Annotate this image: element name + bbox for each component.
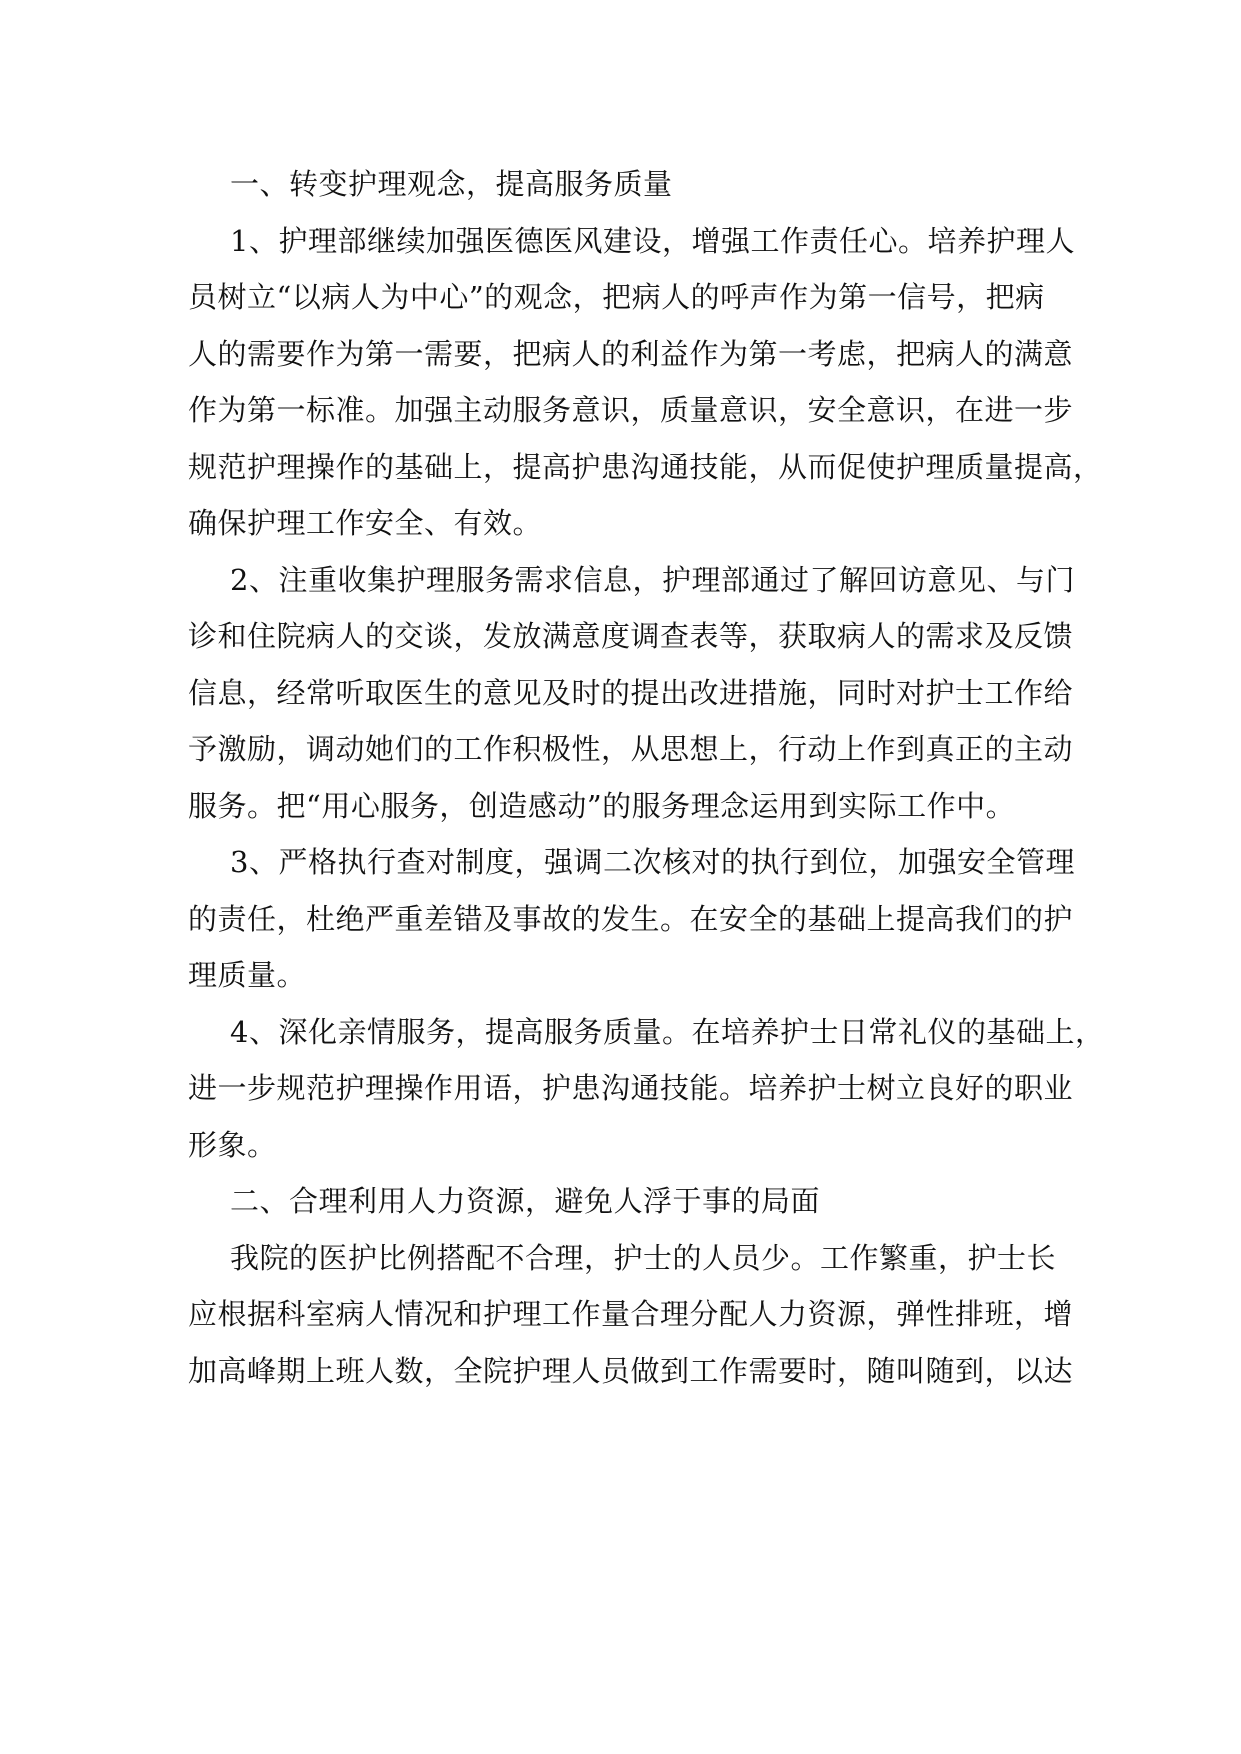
- paragraph-line: 确保护理工作安全、有效。: [188, 506, 543, 540]
- paragraph-line: 2、注重收集护理服务需求信息，护理部通过了解回访意见、与门: [230, 562, 1075, 597]
- paragraph-line: 4、深化亲情服务，提高服务质量。在培养护士日常礼仪的基础上，: [230, 1014, 1105, 1049]
- paragraph-line: 信息，经常听取医生的意见及时的提出改进措施，同时对护士工作给: [188, 675, 1074, 710]
- paragraph-line: 作为第一标准。加强主动服务意识，质量意识，安全意识，在进一步: [188, 393, 1074, 427]
- paragraph-line: 1、护理部继续加强医德医风建设，增强工作责任心。培养护理人: [230, 223, 1075, 258]
- paragraph-line: 员树立“以病人为中心”的观念，把病人的呼声作为第一信号，把病: [188, 280, 1045, 314]
- paragraph-line: 形象。: [188, 1127, 277, 1162]
- paragraph-line: 予激励，调动她们的工作积极性，从思想上，行动上作到真正的主动: [188, 732, 1074, 766]
- paragraph-line: 应根据科室病人情况和护理工作量合理分配人力资源，弹性排班，增: [188, 1297, 1074, 1331]
- document-page: [188, 156, 1105, 1399]
- paragraph-line: 3、严格执行查对制度，强调二次核对的执行到位，加强安全管理: [230, 845, 1075, 879]
- paragraph-line: 服务。把“用心服务，创造感动”的服务理念运用到实际工作中。: [188, 788, 1016, 823]
- section-heading-2: 二、合理利用人力资源，避免人浮于事的局面: [230, 1184, 821, 1218]
- paragraph-line: 我院的医护比例搭配不合理，护士的人员少。工作繁重，护士长: [230, 1240, 1057, 1275]
- paragraph-line: 理质量。: [188, 958, 307, 992]
- section-heading-1: 一、转变护理观念，提高服务质量: [230, 167, 673, 201]
- paragraph-line: 人的需要作为第一需要，把病人的利益作为第一考虑，把病人的满意: [188, 336, 1074, 371]
- paragraph-line: 诊和住院病人的交谈，发放满意度调查表等，获取病人的需求及反馈: [188, 619, 1074, 653]
- paragraph-line: 加高峰期上班人数，全院护理人员做到工作需要时，随叫随到，以达: [188, 1353, 1074, 1388]
- paragraph-line: 的责任，杜绝严重差错及事故的发生。在安全的基础上提高我们的护: [188, 901, 1074, 936]
- paragraph-line: 进一步规范护理操作用语，护患沟通技能。培养护士树立良好的职业: [188, 1071, 1074, 1105]
- paragraph-line: 规范护理操作的基础上，提高护患沟通技能，从而促使护理质量提高，: [188, 449, 1103, 484]
